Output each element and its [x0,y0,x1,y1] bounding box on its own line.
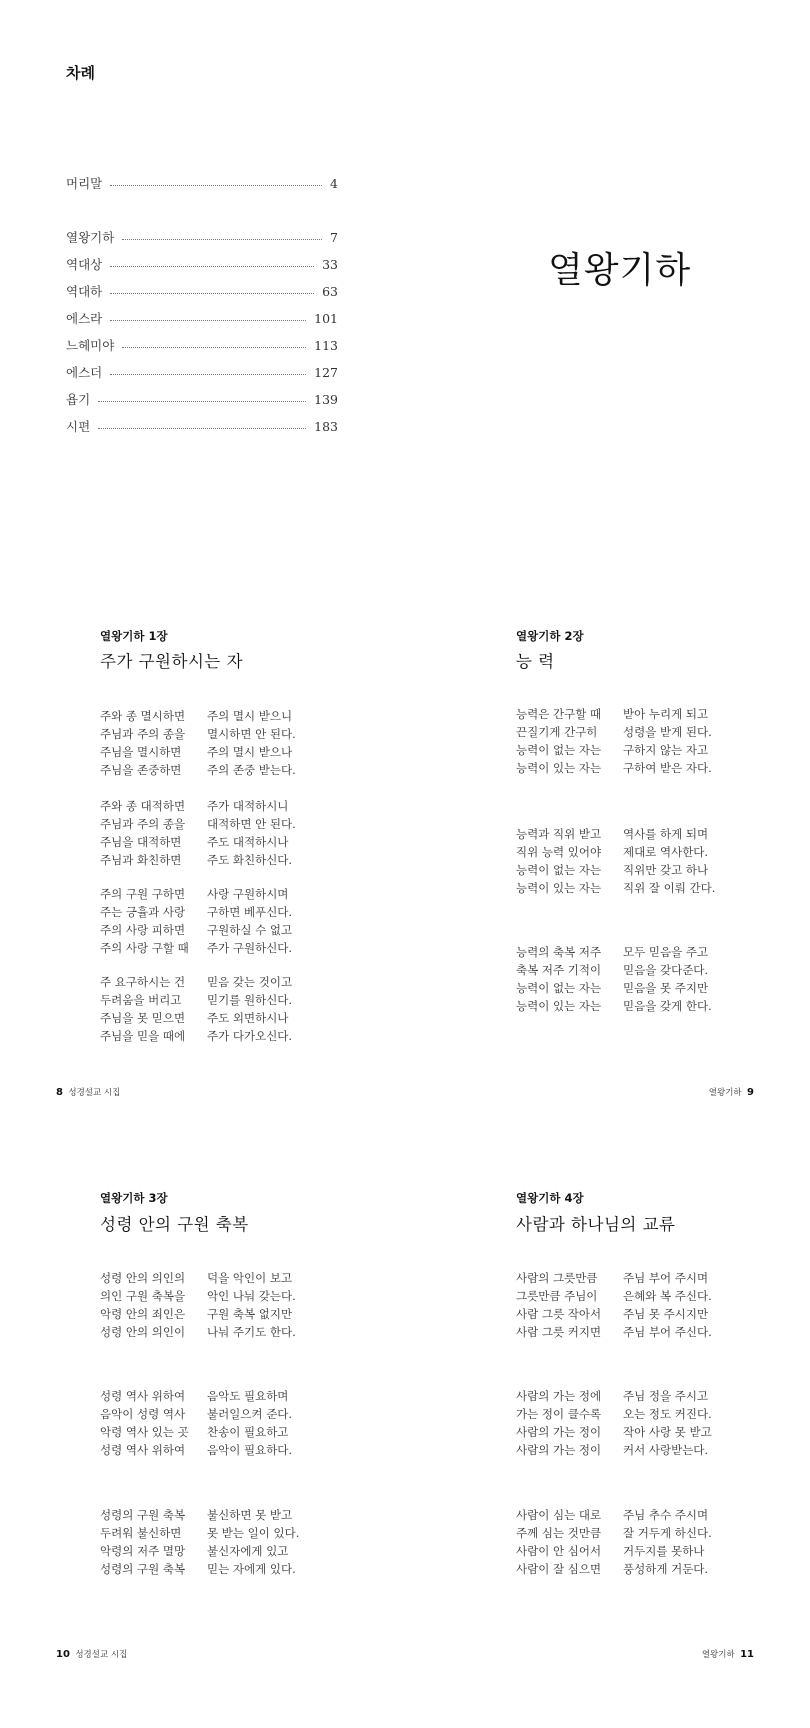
poem-line-first-half: 성령 역사 위하여 [100,1443,186,1457]
section-title-page: 열왕기하 [548,250,692,291]
poem-line-first-half: 사람이 안 심어서 [516,1544,602,1558]
toc-entry-page: 4 [330,175,338,191]
toc-entry-2chronicles[interactable] [66,282,338,300]
poem-line-second-half: 주의 멸시 받으나 [207,745,293,759]
page-number: 10 [56,1649,70,1660]
poem-line-second-half: 주님 부어 주신다. [623,1325,712,1339]
poem-line-first-half: 주의 사랑 피하면 [100,923,186,937]
toc-entry-nehemiah[interactable] [66,336,338,354]
chapter-title: 사람과 하나님의 교류 [516,1215,676,1234]
poem-line-second-half: 주님 부어 주시며 [623,1271,709,1285]
toc-entry-page: 63 [322,283,338,299]
page-number: 9 [747,1087,754,1098]
poem-line-first-half: 사람의 가는 정이 [516,1443,602,1457]
poem-line-first-half: 사람 그릇 커지면 [516,1325,602,1339]
poem-line-first-half: 사람의 가는 정에 [516,1389,602,1403]
page-footer-left [56,1086,120,1098]
toc-leader-dots [110,374,306,375]
poem-line-second-half: 못 받는 일이 있다. [207,1526,300,1540]
toc-entry-2kings[interactable] [66,228,338,246]
poem-line-first-half: 두려움을 버리고 [100,993,182,1007]
poem-line-second-half: 주님 정을 주시고 [623,1389,709,1403]
poem-line-first-half: 주님과 주의 종을 [100,817,186,831]
toc-entry-page: 33 [322,256,338,272]
poem-line-second-half: 풍성하게 거둔다. [623,1562,709,1576]
chapter-title: 능 력 [516,652,555,671]
poem-line-second-half: 믿음을 갖게 한다. [623,999,712,1013]
poem-line-second-half: 멸시하면 안 된다. [207,727,296,741]
poem-line-second-half: 구하여 받은 자다. [623,761,712,775]
poem-line-second-half: 직위만 갖고 하나 [623,863,709,877]
toc-entry-page: 7 [330,229,338,245]
poem-line-first-half: 주는 긍휼과 사랑 [100,905,186,919]
poem-line-first-half: 사람이 잘 심으면 [516,1562,602,1576]
toc-leader-dots [98,401,306,402]
poem-line-first-half: 성령 안의 의인이 [100,1325,186,1339]
poem-line-first-half: 주께 심는 것만큼 [516,1526,602,1540]
chapter-label: 열왕기하 2장 [516,629,584,643]
toc-leader-dots [110,293,314,294]
poem-line-second-half: 주도 대적하시나 [207,835,289,849]
toc-entry-esther[interactable] [66,363,338,381]
poem-line-second-half: 주가 구원하신다. [207,941,293,955]
poem-line-first-half: 의인 구원 축복을 [100,1289,186,1303]
poem-line-second-half: 구원하실 수 없고 [207,923,293,937]
poem-line-second-half: 은혜와 복 주신다. [623,1289,712,1303]
poem-line-first-half: 주님을 대적하면 [100,835,182,849]
poem-line-second-half: 믿는 자에게 있다. [207,1562,296,1576]
poem-line-first-half: 성령의 구원 축복 [100,1508,186,1522]
poem-line-first-half: 음악이 성령 역사 [100,1407,186,1421]
footer-book-name: 열왕기하 [701,1650,735,1660]
poem-line-second-half: 제대로 역사한다. [623,845,709,859]
poem-line-first-half: 능력이 있는 자는 [516,999,602,1013]
toc-entry-label: 역대하 [66,284,103,299]
poem-line-first-half: 주와 종 대적하면 [100,799,186,813]
poem-line-second-half: 대적하면 안 된다. [207,817,296,831]
poem-line-first-half: 끈질기게 간구히 [516,725,598,739]
toc-entry-job[interactable] [66,390,338,408]
page-number: 8 [56,1087,63,1098]
poem-line-second-half: 모두 믿음을 주고 [623,945,709,959]
poem-line-first-half: 능력의 축복 저주 [516,945,602,959]
poem-line-second-half: 나눠 주기도 한다. [207,1325,296,1339]
toc-entry-1chronicles[interactable] [66,255,338,273]
poem-line-first-half: 능력이 있는 자는 [516,881,602,895]
poem-line-second-half: 주가 다가오신다. [207,1029,293,1043]
poem-line-second-half: 받아 누리게 되고 [623,707,709,721]
toc-entry-label: 열왕기하 [66,230,115,245]
poem-line-first-half: 주님을 못 믿으면 [100,1011,186,1025]
toc-entry-page: 139 [314,391,338,407]
toc-entry-label: 에스더 [66,365,103,380]
poem-line-second-half: 믿음을 갖다준다. [623,963,709,977]
poem-line-second-half: 구하면 베푸신다. [207,905,293,919]
page-number: 11 [740,1649,754,1660]
toc-entry-label: 욥기 [66,392,91,407]
toc-entry-label: 시편 [66,419,91,434]
poem-line-first-half: 성령의 구원 축복 [100,1562,186,1576]
poem-line-second-half: 작아 사랑 못 받고 [623,1425,712,1439]
page-footer-right [709,1086,754,1098]
toc-leader-dots [110,320,306,321]
toc-entry-label: 느헤미야 [66,338,115,353]
poem-line-second-half: 커서 사랑받는다. [623,1443,709,1457]
toc-entry-psalms[interactable] [66,417,338,435]
poem-line-first-half: 가는 정이 클수록 [516,1407,602,1421]
chapter-title: 주가 구원하시는 자 [100,652,244,671]
poem-line-first-half: 성령 안의 의인의 [100,1271,186,1285]
toc-leader-dots [122,239,322,240]
poem-line-second-half: 주도 외면하시나 [207,1011,289,1025]
poem-line-second-half: 음악이 필요하다. [207,1443,293,1457]
toc-entry-page: 183 [314,418,338,434]
poem-line-second-half: 찬송이 필요하고 [207,1425,289,1439]
poem-line-first-half: 주의 구원 구하면 [100,887,186,901]
poem-line-first-half: 직위 능력 있어야 [516,845,602,859]
poem-line-second-half: 악인 나눠 갖는다. [207,1289,296,1303]
poem-line-second-half: 거두지를 못하나 [623,1544,705,1558]
poem-line-first-half: 사람의 그릇만큼 [516,1271,598,1285]
poem-line-second-half: 덕을 악인이 보고 [207,1271,293,1285]
poem-line-first-half: 그릇만큼 주님이 [516,1289,598,1303]
poem-line-first-half: 능력이 있는 자는 [516,761,602,775]
poem-line-second-half: 직위 잘 이뤄 간다. [623,881,716,895]
poem-line-second-half: 믿음 갖는 것이고 [207,975,293,989]
poem-line-first-half: 악령 역사 있는 곳 [100,1425,189,1439]
chapter-label: 열왕기하 4장 [516,1191,584,1205]
toc-leader-dots [98,428,306,429]
poem-line-first-half: 악령의 저주 멸망 [100,1544,186,1558]
poem-line-first-half: 주 요구하시는 건 [100,975,186,989]
poem-line-first-half: 주님과 주의 종을 [100,727,186,741]
poem-line-second-half: 주님 못 주시지만 [623,1307,709,1321]
poem-line-second-half: 주의 존중 받는다. [207,763,296,777]
poem-line-first-half: 성령 역사 위하여 [100,1389,186,1403]
poem-line-first-half: 주님을 멸시하면 [100,745,182,759]
poem-line-second-half: 불신자에게 있고 [207,1544,289,1558]
poem-line-second-half: 불러일으켜 준다. [207,1407,293,1421]
poem-line-second-half: 오는 정도 커진다. [623,1407,712,1421]
poem-line-first-half: 악령 안의 죄인은 [100,1307,186,1321]
poem-line-first-half: 주님을 존중하면 [100,763,182,777]
footer-book-name: 성경설교 시집 [68,1088,121,1098]
toc-entry-page: 101 [314,310,338,326]
poem-line-second-half: 주님 추수 주시며 [623,1508,709,1522]
poem-line-second-half: 불신하면 못 받고 [207,1508,293,1522]
poem-line-second-half: 성령을 받게 된다. [623,725,712,739]
poem-line-second-half: 음악도 필요하며 [207,1389,289,1403]
poem-line-first-half: 사람의 가는 정이 [516,1425,602,1439]
poem-line-first-half: 능력이 없는 자는 [516,981,602,995]
chapter-label: 열왕기하 3장 [100,1191,168,1205]
page-footer-right [702,1648,754,1660]
poem-line-second-half: 믿기를 원하신다. [207,993,293,1007]
poem-line-second-half: 믿음을 못 주지만 [623,981,709,995]
toc-entry-label: 역대상 [66,257,103,272]
chapter-label: 열왕기하 1장 [100,629,168,643]
toc-leader-dots [110,266,314,267]
poem-line-second-half: 잘 거두게 하신다. [623,1526,712,1540]
poem-line-first-half: 능력과 직위 받고 [516,827,602,841]
poem-line-second-half: 역사를 하게 되며 [623,827,709,841]
toc-title: 차례 [66,64,95,82]
toc-entry-page: 113 [314,337,338,353]
poem-line-second-half: 사랑 구원하시며 [207,887,289,901]
toc-entry-page: 127 [314,364,338,380]
toc-leader-dots [110,185,322,186]
poem-line-first-half: 주님을 믿을 때에 [100,1029,186,1043]
poem-line-first-half: 두려워 불신하면 [100,1526,182,1540]
poem-line-first-half: 능력이 없는 자는 [516,863,602,877]
poem-line-second-half: 주의 멸시 받으니 [207,709,293,723]
toc-entry-label: 머리말 [66,176,103,191]
toc-entry-ezra[interactable] [66,309,338,327]
toc-entry-label: 에스라 [66,311,103,326]
poem-line-first-half: 주의 사랑 구할 때 [100,941,189,955]
poem-line-first-half: 축복 저주 기적이 [516,963,602,977]
chapter-title: 성령 안의 구원 축복 [100,1215,249,1234]
poem-line-second-half: 구하지 않는 자고 [623,743,709,757]
toc-entry-preface[interactable] [66,174,338,192]
poem-line-second-half: 주도 화친하신다. [207,853,293,867]
poem-line-first-half: 사람 그릇 작아서 [516,1307,602,1321]
poem-line-first-half: 주님과 화친하면 [100,853,182,867]
poem-line-second-half: 구원 축복 없지만 [207,1307,293,1321]
page-footer-left [56,1648,127,1660]
poem-line-first-half: 능력이 없는 자는 [516,743,602,757]
poem-line-first-half: 주와 종 멸시하면 [100,709,186,723]
poem-line-first-half: 사람이 심는 대로 [516,1508,602,1522]
toc-leader-dots [122,347,306,348]
poem-line-first-half: 능력은 간구할 때 [516,707,602,721]
footer-book-name: 열왕기하 [708,1088,742,1098]
footer-book-name: 성경설교 시집 [75,1650,128,1660]
poem-line-second-half: 주가 대적하시니 [207,799,289,813]
